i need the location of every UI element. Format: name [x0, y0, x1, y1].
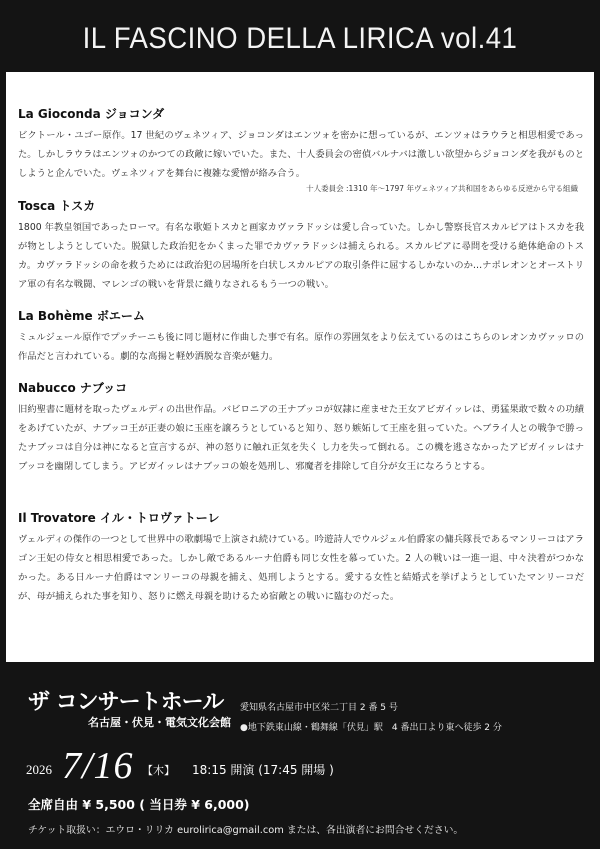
- opera-synopsis: 旧約聖書に題材を取ったヴェルディの出世作品。バビロニアの王ナブッコが奴隷に産ませた王女アビガイッレは、勇猛果敢で数々の功績をあげていたが、ナブッコ王が正妻の娘に玉座を譲ろうとしていると知り、怒り嫉妬して王座を狙っていた。ヘブライ人との戦争で勝ったナブッコは自分は神になると宣言するが、神の怒りに触れ正気を失く し力を失って倒れる。この機を逃さなかったアビガイッレはナブッコを幽閉してしまう。アビガイッレはナブッコの娘を処刑し、邪魔者を排除して自分が女王になろうとする。: [18, 404, 584, 472]
- opera-title: Tosca トスカ: [18, 199, 96, 213]
- ticket-price: 全席自由 ¥ 5,500 ( 当日券 ¥ 6,000): [28, 797, 250, 812]
- opera-section-la-gioconda: [18, 106, 584, 195]
- event-time: 18:15 開演 (17:45 開場 ): [192, 763, 334, 777]
- event-day: 7/16: [62, 745, 134, 787]
- venue-access-line: ●地下鉄東山線・鶴舞線「伏見」駅 4 番出口より東へ徒歩 2 分: [240, 723, 502, 733]
- opera-section-nabucco: [18, 380, 584, 476]
- venue-address-line: 愛知県名古屋市中区栄二丁目 2 番 5 号: [240, 703, 398, 713]
- opera-synopsis: ビクトール・ユゴー原作。17 世紀のヴェネツィア、ジョコンダはエンツォを密かに想っているが、エンツォはラウラと相思相愛であった。しかしラウラはエンツォのかつての政敵に嫁いでいた。また、十人委員会の密偵バルナバは激しい欲望からジョコンダを我がものとしようと企んでいた。ヴェネツィアを舞台に複雑な愛憎が絡み合う。: [18, 130, 584, 179]
- opera-section-tosca: [18, 198, 584, 294]
- event-weekday: 【木】: [142, 764, 175, 777]
- opera-section-il-trovatore: [18, 510, 584, 606]
- ticket-contact: チケット取扱い：エウロ・リリカ eurolirica@gmail.com または、各出演者にお問合せください。: [28, 825, 464, 836]
- event-year: 2026: [26, 762, 52, 777]
- opera-synopsis: ヴェルディの傑作の一つとして世界中の歌劇場で上演され続けている。吟遊詩人でウルジェル伯爵家の傭兵隊長であるマンリーコはアラゴン王妃の侍女と相思相愛であった。しかし敵であるルーナ伯爵も同じ女性を慕っていた。2 人の戦いは一進一退、中々決着がつかなかった。ある日ルーナ伯爵はマンリーコの母親を捕え、処刑しようとする。愛する女性と結婚式を挙げようとしていたマンリーコだが、母が捕えられた事を知り、怒りに燃え母親を助けるため宿敵との戦いに臨むのだった。: [18, 534, 584, 602]
- opera-title: La Bohème ボエーム: [18, 309, 145, 323]
- page-title: IL FASCINO DELLA LIRICA vol.41: [82, 22, 518, 55]
- venue-logo-sub: 名古屋・伏見・電気文化会館: [88, 716, 231, 729]
- opera-title: Il Trovatore イル・トロヴァトーレ: [18, 511, 220, 525]
- opera-section-la-boheme: [18, 308, 584, 366]
- venue-logo-main: ザ コンサートホール: [28, 690, 224, 715]
- opera-title: La Gioconda ジョコンダ: [18, 107, 165, 121]
- opera-synopsis: ミュルジェール原作でプッチーニも後に同じ題材に作曲した事で有名。原作の雰囲気をより伝えているのはこちらのレオンカヴァッロの作品だと言われている。劇的な高揚と軽妙洒脱な音楽が魅力。: [18, 332, 584, 362]
- opera-synopsis: 1800 年教皇領国であったローマ。有名な歌姫トスカと画家カヴァラドッシは愛し合っていた。しかし警察長官スカルピアはトスカを我が物としようとしていた。脱獄した政治犯をかくまった罪でカヴァラドッシは捕えられる。スカルピアに尋問を受ける絶体絶命のトスカ。カヴァラドッシの命を救うためには政治犯の居場所を白状しスカルピアの取引条件に屈するしかないのか…ナポレオンとオーストリア軍の有名な戦闘、マレンゴの戦いを背景に織りなされるもう一つの戦い。: [18, 222, 584, 290]
- opera-title: Nabucco ナブッコ: [18, 381, 128, 395]
- venue-logo: [28, 690, 233, 730]
- synopsis-panel: [6, 72, 594, 662]
- opera-footnote: 十人委員会 :1310 年〜1797 年ヴェネツィア共和国をあらゆる反逆から守る組織: [306, 184, 578, 193]
- venue-address: [240, 698, 502, 738]
